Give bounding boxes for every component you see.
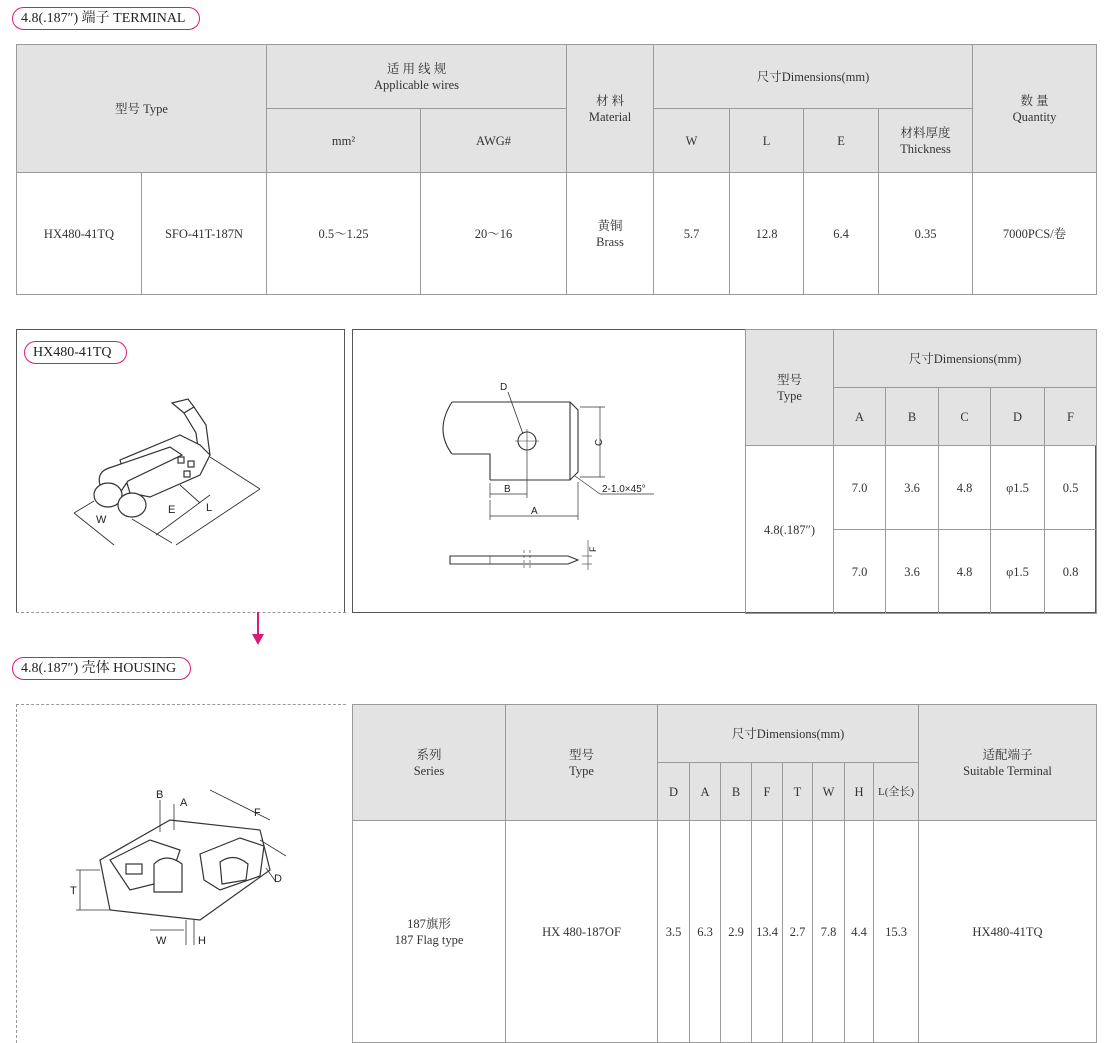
drawing-c-label: C (594, 438, 605, 446)
type-alt-cell: SFO-41T-187N (142, 173, 267, 295)
w-header: W (654, 109, 730, 173)
drawing-d-label: D (500, 382, 508, 393)
housing-type-header-cn: 型号 (568, 747, 594, 762)
e-header: E (804, 109, 879, 173)
housing-dim-d: D (274, 873, 282, 885)
thickness-header (879, 109, 973, 173)
housing-col-b: B (721, 763, 752, 821)
housing-isometric-figure (70, 780, 310, 960)
drawing-f-label: F (588, 546, 598, 552)
series-en: 187 Flag type (394, 932, 464, 947)
housing-col-t: T (783, 763, 813, 821)
mm2-header: mm² (267, 109, 421, 173)
series-header (353, 705, 506, 821)
housing-spec-table (352, 704, 1097, 1043)
dimensions-header: 尺寸Dimensions(mm) (654, 45, 973, 109)
table-cell: 2.7 (783, 821, 813, 1043)
housing-type-header-en: Type (569, 763, 594, 778)
table-cell: 7.0 (834, 530, 886, 614)
table-cell: 7.0 (834, 446, 886, 530)
housing-dimensions-header: 尺寸Dimensions(mm) (658, 705, 919, 763)
dim-col-a: A (834, 388, 886, 446)
table-cell: 3.5 (658, 821, 690, 1043)
type-cell: HX480-41TQ (17, 173, 142, 295)
table-row (746, 446, 1097, 530)
quantity-header-cn: 数 量 (1020, 93, 1049, 108)
housing-col-h: H (845, 763, 874, 821)
terminal-dimension-table (745, 329, 1097, 614)
table-cell: 4.8 (939, 446, 991, 530)
housing-dim-f: F (254, 807, 261, 819)
series-header-cn: 系列 (416, 747, 442, 762)
suitable-header-cn: 适配端子 (982, 747, 1033, 762)
mm2-cell: 0.5～1.25 (267, 173, 421, 295)
dim-col-b: B (886, 388, 939, 446)
thickness-cell: 0.35 (879, 173, 973, 295)
housing-dim-t: T (70, 885, 77, 897)
thickness-header-en: Thickness (900, 141, 951, 156)
housing-col-d: D (658, 763, 690, 821)
dim-e-label: E (168, 504, 176, 516)
dim-type-header (746, 330, 834, 446)
material-header (567, 45, 654, 173)
housing-dim-w: W (156, 935, 167, 947)
table-cell: 0.8 (1045, 530, 1097, 614)
thickness-header-cn: 材料厚度 (900, 125, 951, 140)
table-cell: 7.8 (813, 821, 845, 1043)
w-cell: 5.7 (654, 173, 730, 295)
table-cell: 4.4 (845, 821, 874, 1043)
arrow-down-icon (251, 612, 265, 646)
table-cell: 15.3 (874, 821, 919, 1043)
dim-type-header-en: Type (777, 388, 802, 403)
quantity-header (973, 45, 1097, 173)
l-cell: 12.8 (730, 173, 804, 295)
terminal-technical-drawing (430, 370, 690, 585)
table-cell: 6.3 (690, 821, 721, 1043)
dim-col-c: C (939, 388, 991, 446)
series-cell (353, 821, 506, 1043)
terminal-spec-table (16, 44, 1097, 295)
material-cell (567, 173, 654, 295)
housing-type-cell: HX 480-187OF (506, 821, 658, 1043)
quantity-header-en: Quantity (1012, 109, 1057, 124)
e-cell: 6.4 (804, 173, 879, 295)
housing-section-title: 4.8(.187″) 壳体 HOUSING (12, 657, 191, 680)
suitable-terminal-header (919, 705, 1097, 821)
dim-col-f: F (1045, 388, 1097, 446)
awg-cell: 20～16 (421, 173, 567, 295)
type-header: 型号 Type (17, 45, 267, 173)
dim-l-label: L (206, 502, 213, 514)
terminal-figure-label: HX480-41TQ (24, 341, 127, 364)
drawing-a-label: A (531, 506, 538, 517)
terminal-isometric-figure (60, 385, 330, 555)
housing-col-w: W (813, 763, 845, 821)
table-cell: φ1.5 (991, 446, 1045, 530)
suitable-header-en: Suitable Terminal (963, 763, 1052, 778)
wires-header (267, 45, 567, 109)
housing-dim-a: A (180, 797, 188, 809)
material-header-cn: 材 料 (595, 93, 625, 108)
suitable-terminal-cell: HX480-41TQ (919, 821, 1097, 1043)
material-en: Brass (596, 234, 624, 249)
awg-header: AWG# (421, 109, 567, 173)
l-header: L (730, 109, 804, 173)
table-cell: 13.4 (752, 821, 783, 1043)
table-cell: 4.8 (939, 530, 991, 614)
table-cell: 3.6 (886, 530, 939, 614)
table-row (353, 821, 1097, 1043)
material-cn: 黄铜 (597, 218, 623, 233)
series-cn: 187旗形 (407, 916, 451, 931)
dim-type-header-cn: 型号 (776, 372, 802, 387)
dim-size-cell: 4.8(.187″) (746, 446, 834, 614)
series-header-en: Series (413, 763, 445, 778)
table-row (17, 173, 1097, 295)
material-header-en: Material (588, 109, 632, 124)
table-cell: 3.6 (886, 446, 939, 530)
table-cell: 2.9 (721, 821, 752, 1043)
terminal-section-title: 4.8(.187″) 端子 TERMINAL (12, 7, 200, 30)
wires-header-en: Applicable wires (373, 77, 460, 92)
divider (16, 704, 17, 1043)
divider (16, 704, 346, 705)
table-cell: 0.5 (1045, 446, 1097, 530)
dim-w-label: W (96, 514, 107, 526)
dim-dimensions-header: 尺寸Dimensions(mm) (834, 330, 1097, 388)
housing-type-header (506, 705, 658, 821)
wires-header-cn: 适 用 线 规 (386, 61, 447, 76)
housing-col-a: A (690, 763, 721, 821)
housing-col-l: L(全长) (874, 763, 919, 821)
quantity-cell: 7000PCS/卷 (973, 173, 1097, 295)
housing-dim-h: H (198, 935, 206, 947)
dim-col-d: D (991, 388, 1045, 446)
drawing-b-label: B (504, 484, 511, 495)
drawing-chamfer-label: 2-1.0×45° (602, 484, 646, 495)
table-cell: φ1.5 (991, 530, 1045, 614)
divider (16, 612, 346, 613)
housing-col-f: F (752, 763, 783, 821)
housing-dim-b: B (156, 789, 164, 801)
